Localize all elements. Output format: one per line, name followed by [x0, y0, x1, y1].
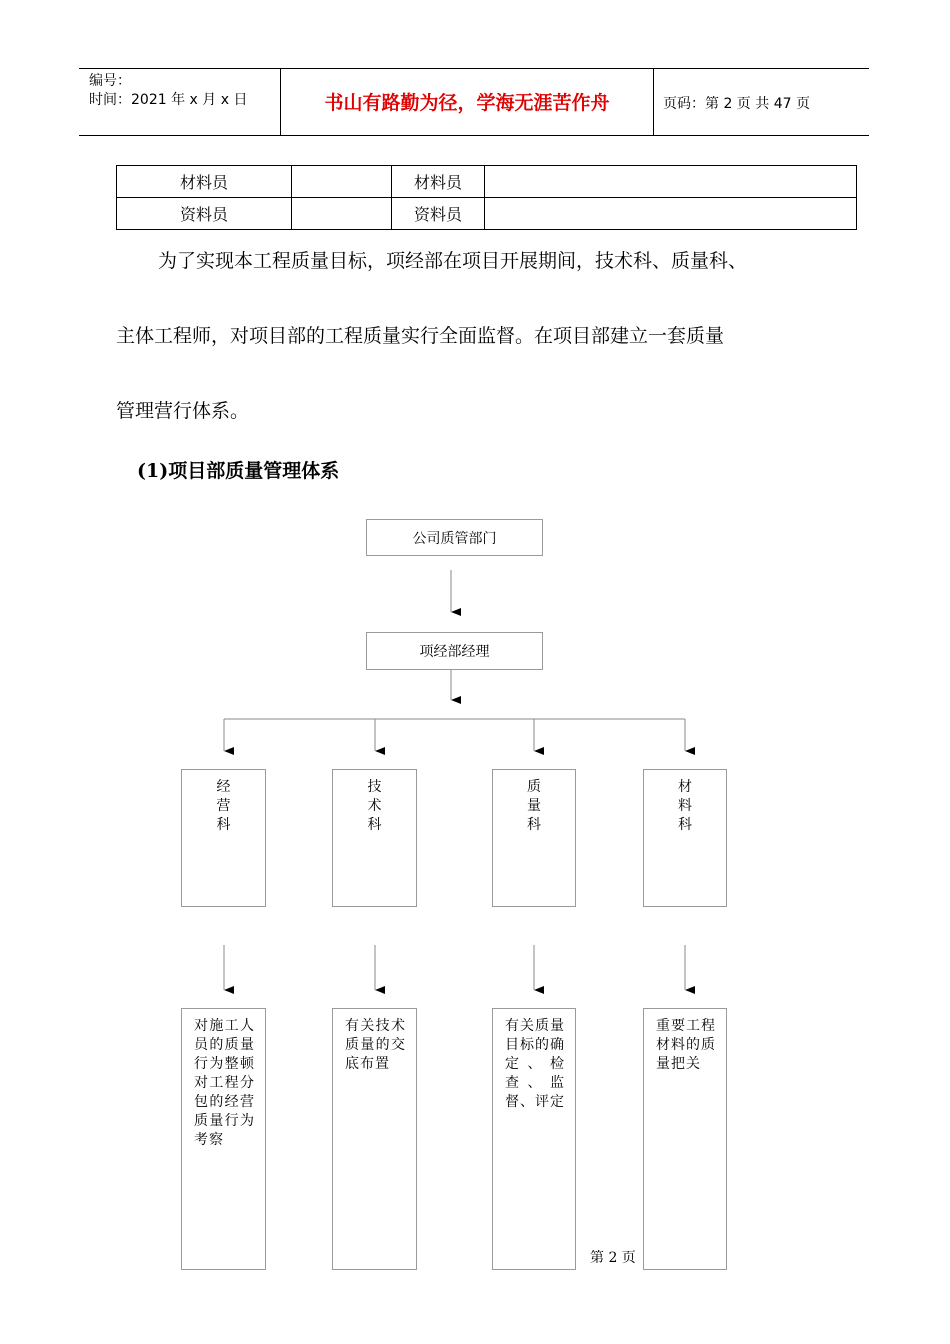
- org-box-department: [332, 769, 417, 907]
- dept-char: 经: [216, 779, 231, 795]
- dept-char: 料: [678, 798, 692, 814]
- dept-char: 技: [367, 779, 382, 795]
- org-box-department: [643, 769, 727, 907]
- org-box-duty: [643, 1008, 727, 1270]
- body-paragraph-line: 主体工程师，对项目部的工程质量实行全面监督。在项目部建立一套质量: [116, 325, 725, 347]
- org-box-duty: [492, 1008, 576, 1270]
- org-box-department: [492, 769, 576, 907]
- duty-text: 有关质量目标的确定、检查、监督、评定: [505, 1018, 565, 1110]
- body-paragraph-line: 管理营行体系。: [116, 400, 250, 422]
- dept-char: 质: [527, 779, 541, 795]
- dept-char: 量: [527, 798, 541, 814]
- dept-char: 科: [367, 817, 382, 833]
- duty-text: 重要工程材料的质量把关: [656, 1018, 716, 1072]
- org-box-duty: [332, 1008, 417, 1270]
- dept-char: 科: [216, 817, 231, 833]
- dept-char: 材: [678, 779, 692, 795]
- serial-label: 编号：: [89, 73, 131, 89]
- table-cell: 资料员: [392, 198, 485, 230]
- page-footer: 第 2 页: [590, 1250, 636, 1266]
- dept-char: 术: [367, 798, 382, 814]
- dept-char: 科: [527, 817, 541, 833]
- time-label: 时间：2021 年 x 月 x 日: [89, 92, 248, 108]
- header-motto: 书山有路勤为径，学海无涯苦作舟: [324, 92, 610, 114]
- table-cell: 材料员: [117, 166, 292, 198]
- body-paragraph-line: 为了实现本工程质量目标，项经部在项目开展期间，技术科、质量科、: [158, 250, 748, 272]
- org-box-department: [181, 769, 266, 907]
- duty-text: 对施工人员的质量行为整顿对工程分包的经营质量行为考察: [194, 1018, 255, 1148]
- org-box-label: 项经部经理: [419, 644, 490, 660]
- section-title: (1)项目部质量管理体系: [137, 460, 340, 482]
- org-box-manager: [366, 632, 543, 670]
- org-box-company-qc: [366, 519, 543, 556]
- dept-char: 科: [678, 817, 692, 833]
- dept-char: 营: [216, 798, 231, 814]
- table-cell: 材料员: [392, 166, 485, 198]
- page-info: 页码：第 2 页 共 47 页: [663, 96, 810, 112]
- duty-text: 有关技术质量的交底布置: [345, 1018, 406, 1072]
- org-box-duty: [181, 1008, 266, 1270]
- table-cell: 资料员: [117, 198, 292, 230]
- org-box-label: 公司质管部门: [412, 530, 497, 547]
